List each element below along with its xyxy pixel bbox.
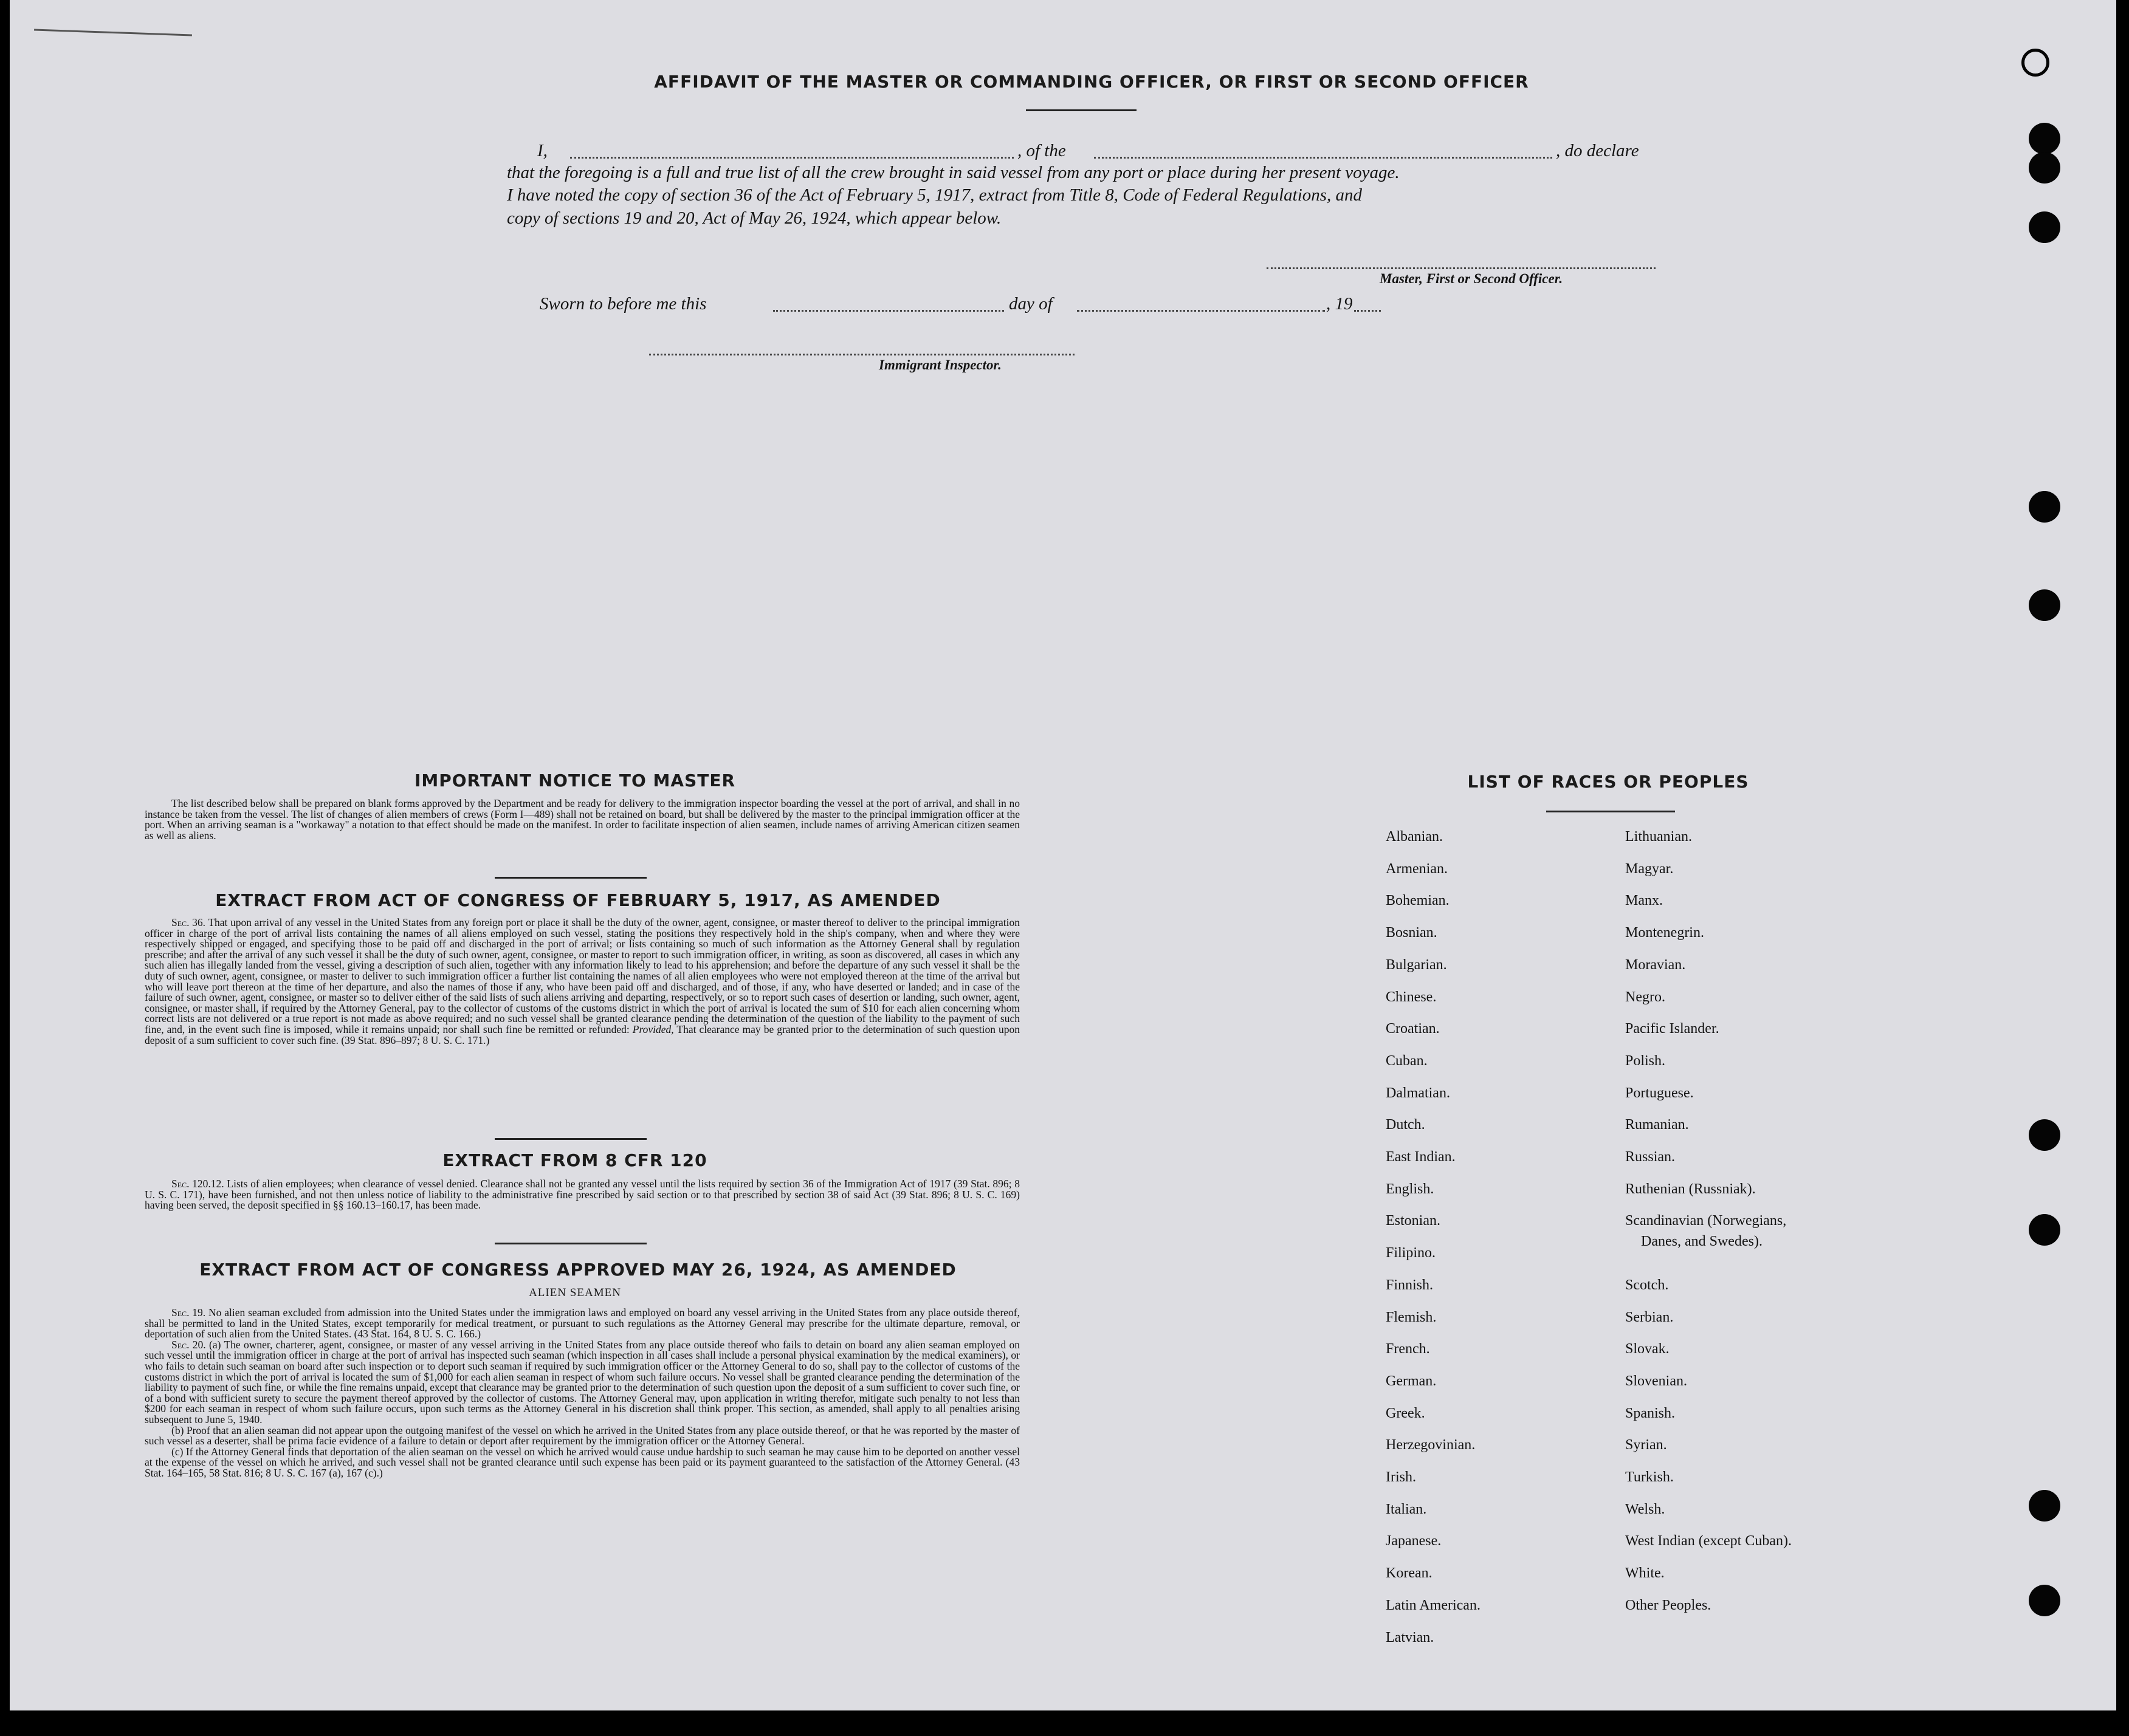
race-item: French.: [1386, 1341, 1430, 1357]
binder-hole: [2029, 1585, 2060, 1616]
section-120-12-paragraph: [145, 1179, 1020, 1211]
sworn-year-field[interactable]: [1354, 310, 1381, 312]
race-item: Pacific Islander.: [1625, 1021, 1719, 1037]
section-19-label: Sec. 19.: [171, 1306, 206, 1319]
section-19-paragraph: [145, 1308, 1020, 1340]
binder-hole: [2029, 1119, 2060, 1151]
race-item: Scotch.: [1625, 1277, 1669, 1293]
race-item: Rumanian.: [1625, 1117, 1689, 1133]
affidavit-line-3: I have noted the copy of section 36 of the Act of February 5, 1917, extract from Title 8, Code of Federal Regulations, and: [507, 185, 1363, 205]
extract-1924-body: [145, 1308, 1020, 1479]
race-item: Dalmatian.: [1386, 1085, 1450, 1101]
section-36-text: That upon arrival of any vessel in the United States from any foreign port or place it shall be the duty of the owner, agent, consignee, or master thereof to deliver to the principal immigration officer in charge of the port of arrival lists containing the names of all aliens employed on such vessel, stating the positions they respectively hold in the ship's company, when and where they were respectively shipped or engaged, and specifying those to be paid off and discharged in the port of arrival; or lists containing so much of such information as the Attorney General shall by regulation prescribe; and after the arrival of any such vessel it shall be the duty of such owner, agent, consignee, or master to report to such immigration officer, in writing, as soon as discovered, all cases in which any such alien has illegally landed from the vessel, giving a description of such alien, together with any information likely to lead to his apprehension; and before the departure of any such vessel it shall be the duty of such owner, agent, consignee, or master to deliver to such immigration officer a further list containing the names of all alien employees who were not employed thereon at the time of the arrival but who will leave port thereon at the time of her departure, and also the names of those if any, who have been paid off and discharged, and of those, if any, who have deserted or landed; and in case of the failure of such owner, agent, consignee, or master so to deliver either of the said lists of such aliens arriving and departing, respectively, or so to report such cases of desertion or landing, such owner, agent, consignee, or master shall, if required by the Attorney General, pay to the collector of customs of the customs district in which the port of arrival is located the sum of $10 for each alien concerning whom correct lists are not delivered or a true report is not made as above required; and no such vessel shall be granted clearance pending the determination of the question of the liability to the payment of such fine, and, in the event such fine is imposed, while it remains unpaid; nor shall such fine be remitted or refunded:: [145, 916, 1020, 1035]
affidavit-line-4: copy of sections 19 and 20, Act of May 26, 1924, which appear below.: [507, 208, 1002, 228]
race-item: Russian.: [1625, 1149, 1676, 1165]
notice-title: IMPORTANT NOTICE TO MASTER: [414, 770, 736, 791]
binder-hole: [2029, 491, 2060, 523]
race-item: West Indian (except Cuban).: [1625, 1533, 1792, 1549]
race-item: Filipino.: [1386, 1245, 1436, 1261]
section-20a-text: (a) The owner, charterer, agent, consignee, or master of any vessel arriving in the United States from any place outside thereof who fails to detain on board any alien seaman employed on such vessel until the immigration officer in charge at the port of arrival has inspected such seaman (which inspection in all cases shall include a personal physical examination by the medical examiners), or who fails to detain such seaman on board after such inspection or to deport such seaman if required by such immigration officer or the Attorney General to do so, shall pay to the collector of customs of the customs district in which the port of arrival is located the sum of $1,000 for each alien seaman in respect of whom such failure occurs. No vessel shall be granted clearance pending the determination of the liability to payment of such fine, or while the fine remains unpaid, except that clearance may be granted prior to the determination of such question upon the deposit of a sum sufficient to cover such fine, or of a bond with sufficient surety to secure the payment thereof approved by the collector of customs. The Attorney General may, upon application in writing therefor, mitigate such penalty to not less than $200 for each seaman in respect of whom such failure occurs, upon such terms as the Attorney General in his discretion shall think proper. This section, as amended, shall apply to all penalties arising subsequent to June 5, 1940.: [145, 1338, 1020, 1426]
section-120-12-label: Sec. 120.12.: [171, 1178, 224, 1190]
of-the-label: , of the: [1017, 141, 1066, 160]
race-item: Bohemian.: [1386, 893, 1450, 909]
binder-hole: [2021, 49, 2049, 77]
extract-1917-rule: [495, 1138, 647, 1140]
race-item: Croatian.: [1386, 1021, 1440, 1037]
race-item: Portuguese.: [1625, 1085, 1694, 1101]
sworn-line: [540, 294, 1451, 314]
section-20c-paragraph: (c) If the Attorney General finds that deportation of the alien seaman on the vessel on which he arrived would cause undue hardship to such seaman he may cause him to be deported on another vessel at the expense of the vessel on which he arrived, and such vessel shall not be granted clearance until such expense has been paid or its payment guaranteed to the satisfaction of the Attorney General. (43 Stat. 164–165, 58 Stat. 816; 8 U. S. C. 167 (a), 167 (c).): [145, 1445, 1020, 1479]
notice-rule: [495, 877, 647, 879]
race-item: Bosnian.: [1386, 925, 1437, 941]
sworn-month-field[interactable]: [1077, 310, 1325, 312]
provided-word: Provided,: [632, 1023, 674, 1035]
affidavit-title-rule: [1026, 109, 1137, 111]
race-item: White.: [1625, 1565, 1665, 1582]
race-item: Albanian.: [1386, 829, 1443, 845]
races-title-rule: [1546, 811, 1675, 812]
declarant-name-field[interactable]: [570, 157, 1014, 159]
extract-cfr-rule: [495, 1243, 647, 1244]
section-20-label: Sec. 20.: [171, 1338, 206, 1351]
alien-seamen-subtitle: ALIEN SEAMEN: [529, 1286, 621, 1299]
inspector-signature-caption: Immigrant Inspector.: [879, 357, 1002, 372]
race-item: English.: [1386, 1181, 1434, 1197]
binder-hole: [2029, 211, 2060, 243]
extract-1917-body: [145, 918, 1020, 1046]
race-item: Negro.: [1625, 989, 1665, 1005]
binder-hole: [2029, 123, 2060, 154]
race-item: Greek.: [1386, 1405, 1425, 1421]
race-item: Spanish.: [1625, 1405, 1676, 1421]
sworn-label: Sworn to before me this: [540, 294, 707, 314]
declarant-label: I,: [537, 141, 548, 160]
races-title: LIST OF RACES OR PEOPLES: [1467, 772, 1749, 792]
section-20a-paragraph: [145, 1340, 1020, 1426]
race-item: Armenian.: [1386, 860, 1448, 877]
race-item: Latin American.: [1386, 1597, 1481, 1613]
race-item: Dutch.: [1386, 1117, 1425, 1133]
race-item: Slovenian.: [1625, 1373, 1687, 1389]
race-item: Herzegovinian.: [1386, 1437, 1476, 1453]
section-20b-paragraph: (b) Proof that an alien seaman did not appear upon the outgoing manifest of the vessel on which he arrived in the United States from any place outside thereof, or that he was reported by the master of such vessel as a deserter, shall be prima facie evidence of a failure to detain or deport after requirement by the immigration officer or the Attorney General.: [145, 1424, 1020, 1447]
race-item: Irish.: [1386, 1469, 1416, 1485]
race-item: Lithuanian.: [1625, 829, 1692, 845]
affidavit-title: AFFIDAVIT OF THE MASTER OR COMMANDING OFFICER, OR FIRST OR SECOND OFFICER: [654, 72, 1529, 92]
master-signature-caption: Master, First or Second Officer.: [1380, 271, 1563, 286]
race-item: Welsh.: [1625, 1501, 1665, 1517]
race-item: Polish.: [1625, 1052, 1666, 1069]
race-item: German.: [1386, 1373, 1437, 1389]
race-item: Syrian.: [1625, 1437, 1667, 1453]
affidavit-line-1: [537, 141, 1662, 161]
day-of-label: day of: [1009, 294, 1053, 314]
year-label: , 19: [1326, 294, 1353, 314]
section-36-tail: That clearance may be granted prior to the determination of such question upon deposit of a sum sufficient to cover such fine. (39 Stat. 896–897; 8 U. S. C. 171.): [145, 1023, 1020, 1046]
binder-hole: [2029, 1490, 2060, 1522]
affidavit-line-2: that the foregoing is a full and true list of all the crew brought in said vessel from any port or place during her present voyage.: [507, 163, 1400, 182]
race-item: Italian.: [1386, 1501, 1427, 1517]
race-item: Flemish.: [1386, 1309, 1437, 1325]
race-item: Serbian.: [1625, 1309, 1674, 1325]
race-item: Japanese.: [1386, 1533, 1442, 1549]
scandinavian-continuation: Danes, and Swedes).: [1641, 1233, 1763, 1249]
paper-crease-mark: [34, 29, 192, 36]
extract-cfr-body: [145, 1179, 1020, 1211]
race-item: Moravian.: [1625, 956, 1686, 973]
section-120-12-text: Lists of alien employees; when clearance of vessel denied. Clearance shall not be granted any vessel until the lists required by section 36 of the Immigration Act of 1917 (39 Stat. 896; 8 U. S. C. 171), have been furnished, and not then unless notice of liability to the administrative fine prescribed by said section or to that prescribed by section 38 of said Act (39 Stat. 896; 8 U. S. C. 169) having been served, the deposit specified in §§ 160.13–160.17, has been made.: [145, 1178, 1020, 1212]
race-item: Magyar.: [1625, 860, 1674, 877]
race-item: Finnish.: [1386, 1277, 1434, 1293]
race-item: East Indian.: [1386, 1149, 1456, 1165]
race-item: Chinese.: [1386, 989, 1437, 1005]
do-declare-label: , do declare: [1556, 141, 1639, 160]
race-item: Bulgarian.: [1386, 956, 1447, 973]
race-item: Estonian.: [1386, 1213, 1440, 1229]
race-item: Ruthenian (Russniak).: [1625, 1181, 1756, 1197]
race-item: Cuban.: [1386, 1052, 1428, 1069]
race-item: Slovak.: [1625, 1341, 1670, 1357]
race-item: Manx.: [1625, 893, 1663, 909]
section-36-paragraph: [145, 918, 1020, 1046]
race-item: Korean.: [1386, 1565, 1433, 1582]
section-19-text: No alien seaman excluded from admission into the United States under the immigration laws and employed on board any vessel arriving in the United States from any place outside thereof, shall be permitted to land in the United States, except temporarily for medical treatment, or pursuant to such regulations as the Attorney General may prescribe for the ultimate departure, removal, or deportation of such alien from the United States. (43 Stat. 164, 8 U. S. C. 166.): [145, 1306, 1020, 1340]
race-item: Turkish.: [1625, 1469, 1674, 1485]
binder-hole: [2029, 589, 2060, 621]
race-item: Montenegrin.: [1625, 925, 1704, 941]
extract-1917-title: EXTRACT FROM ACT OF CONGRESS OF FEBRUARY 5, 1917, AS AMENDED: [215, 890, 941, 910]
race-item: Scandinavian (Norwegians,: [1625, 1213, 1787, 1229]
form-sheet: [10, 0, 2116, 1710]
notice-paragraph: The list described below shall be prepared on blank forms approved by the Department and be ready for delivery to the immigration inspector boarding the vessel at the port of arrival, and shall in no instance be taken from the vessel. The list of changes of alien members of crews (Form I—489) shall not be retained on board, but shall be delivered by the master to the principal immigration officer at the port. When an arriving seaman is a "workaway" a notation to that effect should be made on the manifest. In order to facilitate inspection of alien seamen, include names of arriving American citizen seamen as well as aliens.: [145, 797, 1020, 842]
vessel-name-field[interactable]: [1094, 157, 1552, 159]
extract-cfr-title: EXTRACT FROM 8 CFR 120: [442, 1150, 707, 1170]
sworn-day-field[interactable]: [773, 310, 1004, 312]
notice-body: [145, 798, 1020, 841]
extract-1924-title: EXTRACT FROM ACT OF CONGRESS APPROVED MAY 26, 1924, AS AMENDED: [199, 1260, 957, 1280]
section-36-label: Sec. 36.: [171, 916, 205, 928]
race-item: Latvian.: [1386, 1629, 1434, 1645]
master-signature-field[interactable]: [1267, 267, 1656, 269]
race-item: Other Peoples.: [1625, 1597, 1711, 1613]
inspector-signature-field[interactable]: [649, 354, 1075, 355]
binder-hole: [2029, 1214, 2060, 1246]
binder-hole: [2029, 152, 2060, 184]
